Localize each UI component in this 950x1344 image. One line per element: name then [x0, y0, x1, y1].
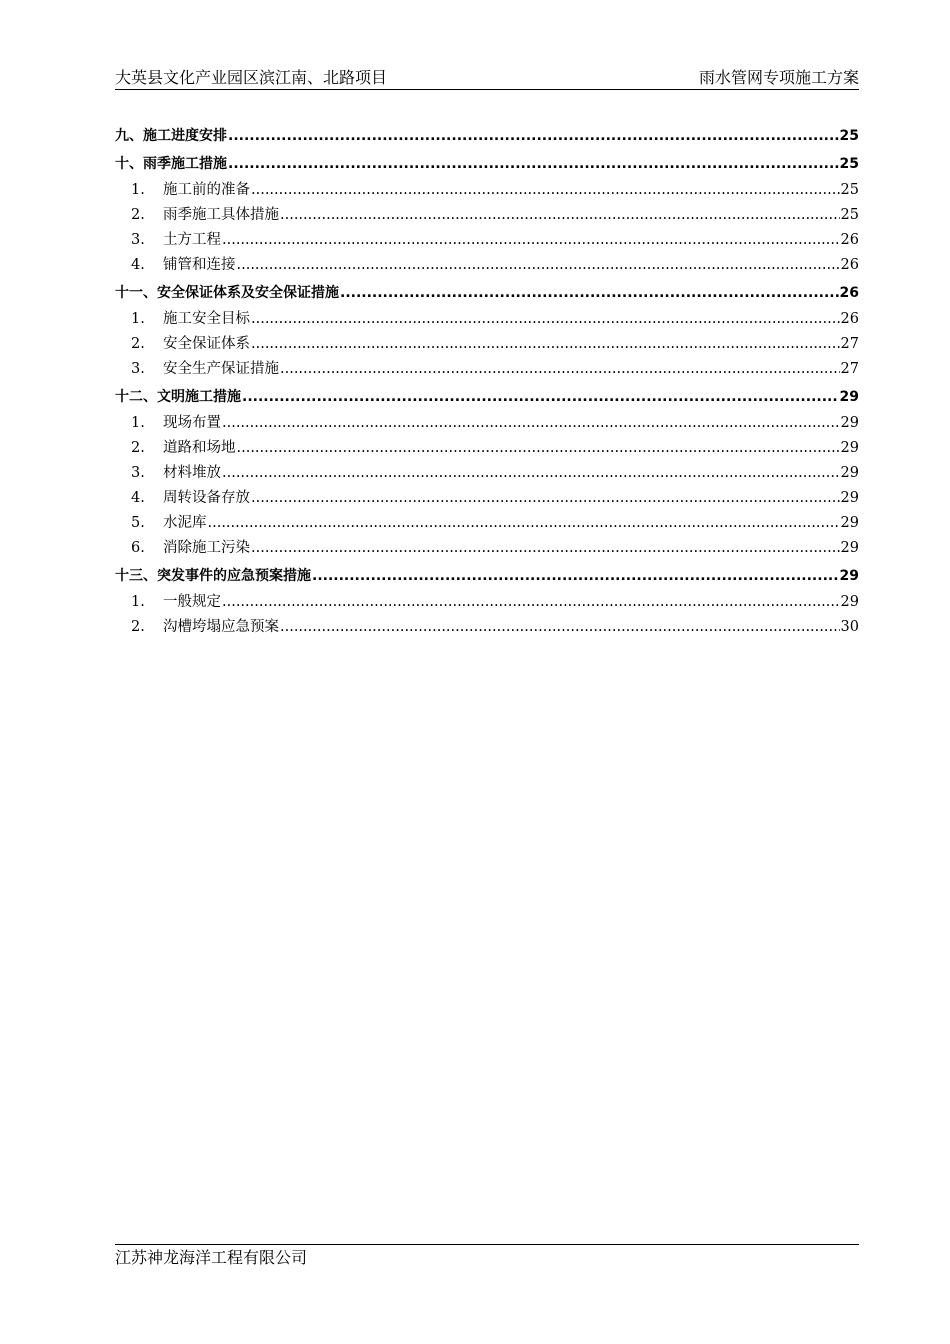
toc-section-entry[interactable]: [115, 617, 859, 637]
toc-section-entry[interactable]: [115, 359, 859, 379]
toc-section-entry[interactable]: [115, 463, 859, 483]
toc-entry-title: 材料堆放: [163, 465, 221, 481]
toc-page-number: 25: [839, 128, 859, 144]
toc-page-number: 29: [840, 440, 859, 456]
toc-entry-title: 安全保证体系: [163, 336, 250, 352]
toc-entry-number: 1.: [131, 594, 145, 610]
toc-entry-title: 水泥库: [163, 515, 207, 531]
toc-section-entry[interactable]: [115, 592, 859, 612]
toc-chapter-entry[interactable]: [115, 154, 859, 174]
toc-entry-title: 雨季施工具体措施: [163, 207, 279, 223]
toc-dot-leader: [280, 617, 840, 637]
toc-dot-leader: [242, 387, 839, 407]
toc-page-number: 29: [839, 389, 859, 405]
toc-chapter-entry[interactable]: [115, 387, 859, 407]
toc-entry-title: 消除施工污染: [163, 540, 250, 556]
toc-section-entry[interactable]: [115, 538, 859, 558]
toc-entry-number: 2.: [131, 207, 145, 223]
toc-entry-title: 安全保证体系及安全保证措施: [157, 285, 339, 301]
toc-entry-title: 一般规定: [163, 594, 221, 610]
toc-entry-number: 十三、: [115, 568, 157, 584]
page-header: [115, 66, 859, 90]
toc-entry-number: 3.: [131, 232, 145, 248]
toc-page-number: 26: [840, 232, 859, 248]
toc-entry-title: 道路和场地: [163, 440, 236, 456]
toc-entry-title: 安全生产保证措施: [163, 361, 279, 377]
toc-dot-leader: [251, 334, 840, 354]
toc-section-entry[interactable]: [115, 334, 859, 354]
toc-section-entry[interactable]: [115, 230, 859, 250]
toc-page-number: 29: [840, 415, 859, 431]
toc-entry-number: 4.: [131, 490, 145, 506]
toc-entry-title: 文明施工措施: [157, 389, 241, 405]
toc-entry-title: 雨季施工措施: [143, 156, 227, 172]
table-of-contents: [115, 118, 859, 637]
toc-entry-number: 九、: [115, 128, 143, 144]
footer-company-name: 江苏神龙海洋工程有限公司: [115, 1248, 308, 1267]
toc-entry-number: 5.: [131, 515, 145, 531]
toc-dot-leader: [222, 413, 840, 433]
toc-chapter-entry[interactable]: [115, 566, 859, 586]
toc-page-number: 29: [840, 490, 859, 506]
toc-dot-leader: [251, 538, 840, 558]
toc-entry-number: 十、: [115, 156, 143, 172]
toc-page-number: 29: [840, 465, 859, 481]
toc-page-number: 25: [839, 156, 859, 172]
toc-dot-leader: [251, 309, 840, 329]
toc-page-number: 29: [839, 568, 859, 584]
toc-entry-number: 十一、: [115, 285, 157, 301]
toc-page-number: 27: [840, 336, 859, 352]
toc-page-number: 29: [840, 515, 859, 531]
toc-entry-number: 3.: [131, 361, 145, 377]
toc-dot-leader: [222, 592, 840, 612]
toc-page-number: 26: [839, 285, 859, 301]
toc-entry-title: 土方工程: [163, 232, 221, 248]
toc-entry-number: 2.: [131, 440, 145, 456]
toc-page-number: 25: [840, 207, 859, 223]
toc-page-number: 29: [840, 594, 859, 610]
toc-entry-title: 施工前的准备: [163, 182, 250, 198]
toc-dot-leader: [280, 359, 840, 379]
header-project-title: 大英县文化产业园区滨江南、北路项目: [115, 68, 388, 87]
toc-section-entry[interactable]: [115, 413, 859, 433]
toc-chapter-entry[interactable]: [115, 126, 859, 146]
header-document-title: 雨水管网专项施工方案: [698, 68, 859, 87]
toc-section-entry[interactable]: [115, 205, 859, 225]
toc-page-number: 26: [840, 311, 859, 327]
toc-section-entry[interactable]: [115, 438, 859, 458]
toc-dot-leader: [208, 513, 840, 533]
toc-page-number: 29: [840, 540, 859, 556]
toc-dot-leader: [251, 180, 840, 200]
toc-dot-leader: [237, 255, 840, 275]
toc-entry-number: 十二、: [115, 389, 157, 405]
toc-dot-leader: [312, 566, 839, 586]
toc-entry-title: 施工安全目标: [163, 311, 250, 327]
toc-dot-leader: [228, 126, 839, 146]
toc-entry-number: 2.: [131, 619, 145, 635]
toc-entry-number: 3.: [131, 465, 145, 481]
toc-entry-title: 沟槽垮塌应急预案: [163, 619, 279, 635]
toc-entry-title: 现场布置: [163, 415, 221, 431]
toc-dot-leader: [237, 438, 840, 458]
toc-entry-title: 铺管和连接: [163, 257, 236, 273]
toc-entry-title: 周转设备存放: [163, 490, 250, 506]
toc-page-number: 25: [840, 182, 859, 198]
toc-entry-title: 突发事件的应急预案措施: [157, 568, 311, 584]
toc-chapter-entry[interactable]: [115, 283, 859, 303]
toc-entry-title: 施工进度安排: [143, 128, 227, 144]
toc-section-entry[interactable]: [115, 513, 859, 533]
toc-entry-number: 1.: [131, 311, 145, 327]
toc-section-entry[interactable]: [115, 255, 859, 275]
toc-entry-number: 4.: [131, 257, 145, 273]
toc-dot-leader: [222, 463, 840, 483]
toc-section-entry[interactable]: [115, 309, 859, 329]
toc-entry-number: 2.: [131, 336, 145, 352]
toc-dot-leader: [222, 230, 840, 250]
toc-entry-number: 1.: [131, 415, 145, 431]
toc-dot-leader: [251, 488, 840, 508]
toc-entry-number: 1.: [131, 182, 145, 198]
toc-page-number: 30: [840, 619, 859, 635]
toc-page-number: 26: [840, 257, 859, 273]
toc-section-entry[interactable]: [115, 180, 859, 200]
page-footer: [115, 1244, 859, 1268]
toc-dot-leader: [280, 205, 840, 225]
toc-dot-leader: [340, 283, 839, 303]
toc-dot-leader: [228, 154, 839, 174]
toc-page-number: 27: [840, 361, 859, 377]
toc-section-entry[interactable]: [115, 488, 859, 508]
toc-entry-number: 6.: [131, 540, 145, 556]
